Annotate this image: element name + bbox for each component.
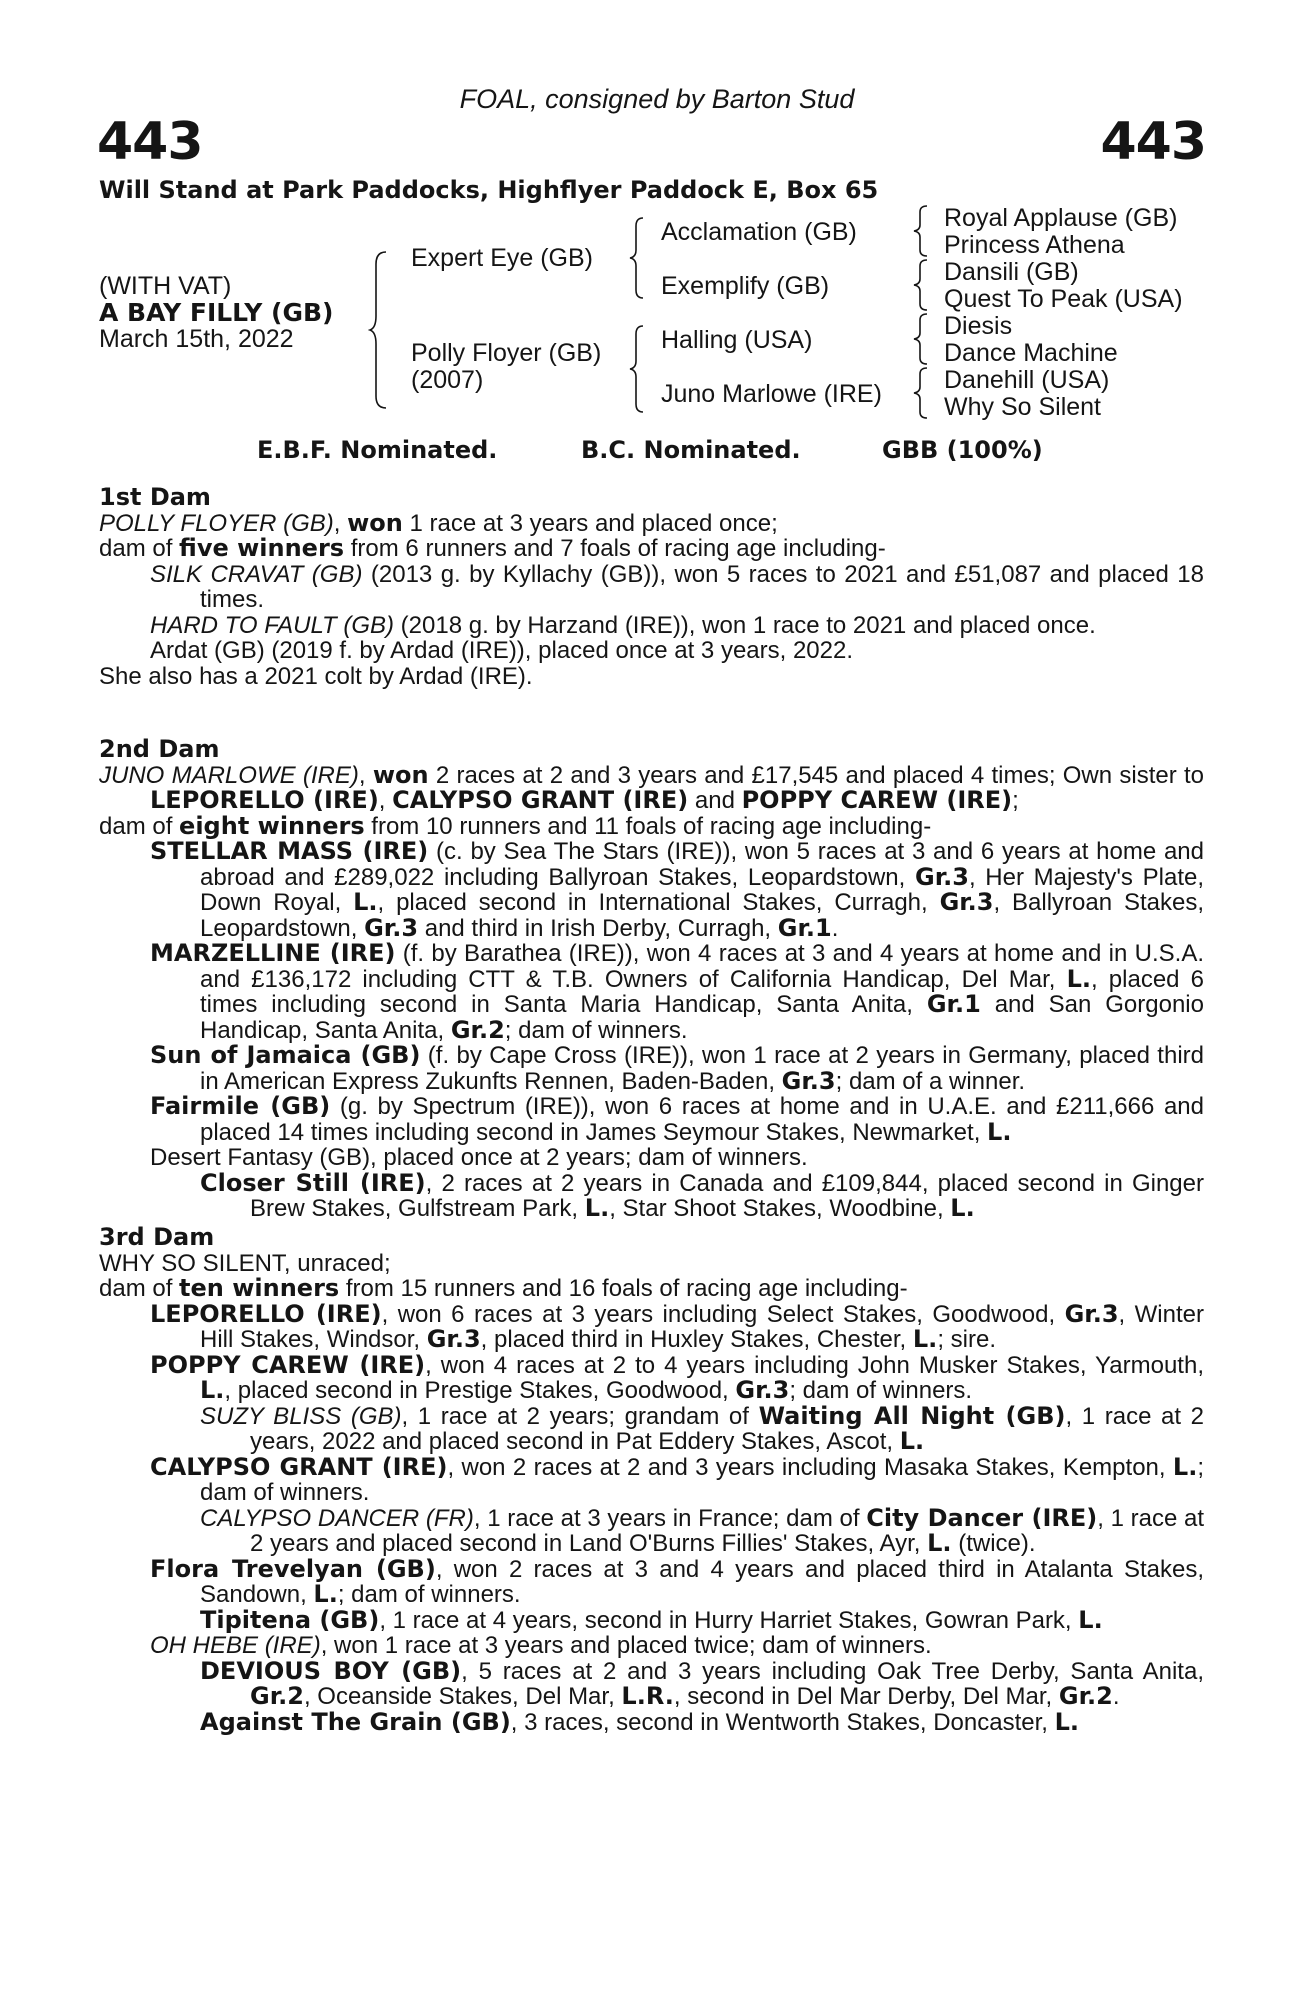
g4-brace-2 [912, 258, 930, 312]
lot-number-right: 443 [1100, 112, 1206, 172]
third-dam-section [99, 1225, 1204, 1735]
g4-brace-1 [912, 204, 930, 258]
first-dam-line: POLLY FLOYER (GB), won 1 race at 3 years and placed once; [99, 508, 778, 537]
ebf-nomination: E.B.F. Nominated. [257, 436, 498, 464]
g4-ancestor: Dansili (GB) [944, 258, 1079, 286]
grand-progeny-entry: Closer Still (IRE), 2 races at 2 years in Canada and £109,844, placed second in Ginger Brew Stakes, Gulfstream Park, L., Star Shoot Stakes, Woodbine, L. [200, 1168, 1204, 1222]
grand-progeny-entry: SUZY BLISS (GB), 1 race at 2 years; grandam of Waiting All Night (GB), 1 race at 2 years, 2022 and placed second in Pat Eddery Stakes, Ascot, L. [200, 1401, 1204, 1455]
second-dam-heading: 2nd Dam [99, 735, 220, 763]
dam-brace [628, 324, 646, 414]
g4-ancestor: Why So Silent [944, 393, 1102, 421]
progeny-entry: POPPY CAREW (IRE), won 4 races at 2 to 4 years including John Musker Stakes, Yarmouth, L., placed second in Prestige Stakes, Goodwood, Gr.3; dam of winners. [150, 1350, 1204, 1404]
lot-number-left: 443 [97, 112, 203, 172]
vat-note: (WITH VAT) [99, 272, 232, 300]
horse-dob: March 15th, 2022 [99, 325, 294, 353]
grand-progeny-entry: Against The Grain (GB), 3 races, second in Wentworth Stakes, Doncaster, L. [200, 1707, 1080, 1736]
horse-name: A BAY FILLY (GB) [99, 298, 334, 327]
progeny-entry: OH HEBE (IRE), won 1 race at 3 years and placed twice; dam of winners. [150, 1632, 932, 1659]
dam-sire: Halling (USA) [661, 326, 813, 354]
second-dam-produce-line: dam of eight winners from 10 runners and 11 foals of racing age including- [99, 811, 932, 840]
second-dam-section [99, 737, 1204, 1222]
g4-ancestor: Dance Machine [944, 339, 1118, 367]
first-dam-heading: 1st Dam [99, 483, 211, 511]
first-dam-section [99, 485, 1204, 689]
g4-ancestor: Royal Applause (GB) [944, 204, 1178, 232]
g4-brace-3 [912, 312, 930, 366]
grand-progeny-entry: CALYPSO DANCER (FR), 1 race at 3 years in France; dam of City Dancer (IRE), 1 race at 2 years and placed second in Land O'Burns Fillies' Stakes, Ayr, L. (twice). [200, 1503, 1205, 1557]
dam-dam: Juno Marlowe (IRE) [661, 380, 882, 408]
g4-brace-4 [912, 366, 930, 420]
third-dam-line: WHY SO SILENT, unraced; [99, 1249, 391, 1277]
g4-ancestor: Princess Athena [944, 231, 1125, 259]
dam-name: Polly Floyer (GB) [411, 339, 602, 367]
progeny-entry: CALYPSO GRANT (IRE), won 2 races at 2 and 3 years including Masaka Stakes, Kempton, L.; dam of winners. [150, 1452, 1205, 1506]
g4-ancestor: Quest To Peak (USA) [944, 285, 1183, 313]
progeny-entry: HARD TO FAULT (GB) (2018 g. by Harzand (IRE)), won 1 race to 2021 and placed once. [150, 611, 1096, 639]
consignor-line: FOAL, consigned by Barton Stud [459, 84, 855, 114]
third-dam-heading: 3rd Dam [99, 1223, 215, 1251]
grand-progeny-entry: Tipitena (GB), 1 race at 4 years, second in Hurry Harriet Stakes, Gowran Park, L. [200, 1605, 1103, 1634]
progeny-entry: MARZELLINE (IRE) (f. by Barathea (IRE)), won 4 races at 3 and 4 years at home and in U.S.A. and £136,172 including CTT & T.B. Owners of California Handicap, Del Mar, L., placed 6 times including second in Santa Maria Handicap, Santa Anita, Gr.1 and San Gorgonio Handicap, Santa Anita, Gr.2; dam of winners. [150, 939, 1205, 1044]
progeny-entry: STELLAR MASS (IRE) (c. by Sea The Stars (IRE)), won 5 races at 3 and 6 years at home and abroad and £289,022 including Ballyroan Stakes, Leopardstown, Gr.3, Her Majesty's Plate, Down Royal, L., placed second in International Stakes, Curragh, Gr.3, Ballyroan Stakes, Leopardstown, Gr.3 and third in Irish Derby, Curragh, Gr.1. [150, 837, 1205, 942]
sire-sire: Acclamation (GB) [661, 218, 857, 246]
sire-brace [628, 216, 646, 300]
second-dam-line: JUNO MARLOWE (IRE), won 2 races at 2 and 3 years and £17,545 and placed 4 times; Own sister to LEPORELLO (IRE), CALYPSO GRANT (IRE) and POPPY CAREW (IRE); [99, 760, 1204, 814]
bc-nomination: B.C. Nominated. [581, 436, 801, 464]
sire-dam: Exemplify (GB) [661, 272, 830, 300]
first-dam-produce-line: dam of five winners from 6 runners and 7 foals of racing age including- [99, 534, 886, 562]
main-brace [368, 250, 390, 410]
progeny-entry: Fairmile (GB) (g. by Spectrum (IRE)), won 6 races at home and in U.A.E. and £211,666 and placed 14 times including second in James Seymour Stakes, Newmarket, L. [150, 1092, 1204, 1146]
third-dam-produce-line: dam of ten winners from 15 runners and 16 foals of racing age including- [99, 1274, 908, 1302]
gbb-status: GBB (100%) [882, 436, 1043, 464]
g4-ancestor: Diesis [944, 312, 1013, 340]
stand-location: Will Stand at Park Paddocks, Highflyer Paddock E, Box 65 [99, 176, 879, 204]
grand-progeny-entry: DEVIOUS BOY (GB), 5 races at 2 and 3 years including Oak Tree Derby, Santa Anita, Gr.2, Oceanside Stakes, Del Mar, L.R., second in Del Mar Derby, Del Mar, Gr.2. [200, 1656, 1204, 1710]
progeny-entry: SILK CRAVAT (GB) (2013 g. by Kyllachy (GB)), won 5 races to 2021 and £51,087 and placed 18 times. [150, 560, 1204, 613]
progeny-entry: Desert Fantasy (GB), placed once at 2 years; dam of winners. [150, 1144, 808, 1171]
dam-year: (2007) [411, 366, 484, 394]
first-dam-note: She also has a 2021 colt by Ardad (IRE). [99, 662, 533, 690]
progeny-entry: Flora Trevelyan (GB), won 2 races at 3 and 4 years and placed third in Atalanta Stakes, Sandown, L.; dam of winners. [150, 1554, 1205, 1608]
g4-ancestor: Danehill (USA) [944, 366, 1110, 394]
progeny-entry: Ardat (GB) (2019 f. by Ardad (IRE)), placed once at 3 years, 2022. [150, 637, 854, 664]
progeny-entry: LEPORELLO (IRE), won 6 races at 3 years including Select Stakes, Goodwood, Gr.3, Winter Hill Stakes, Windsor, Gr.3, placed third in Huxley Stakes, Chester, L.; sire. [150, 1299, 1204, 1353]
progeny-entry: Sun of Jamaica (GB) (f. by Cape Cross (IRE)), won 1 race at 2 years in Germany, placed third in American Express Zukunfts Rennen, Baden-Baden, Gr.3; dam of a winner. [150, 1041, 1204, 1095]
sire-name: Expert Eye (GB) [411, 244, 593, 272]
